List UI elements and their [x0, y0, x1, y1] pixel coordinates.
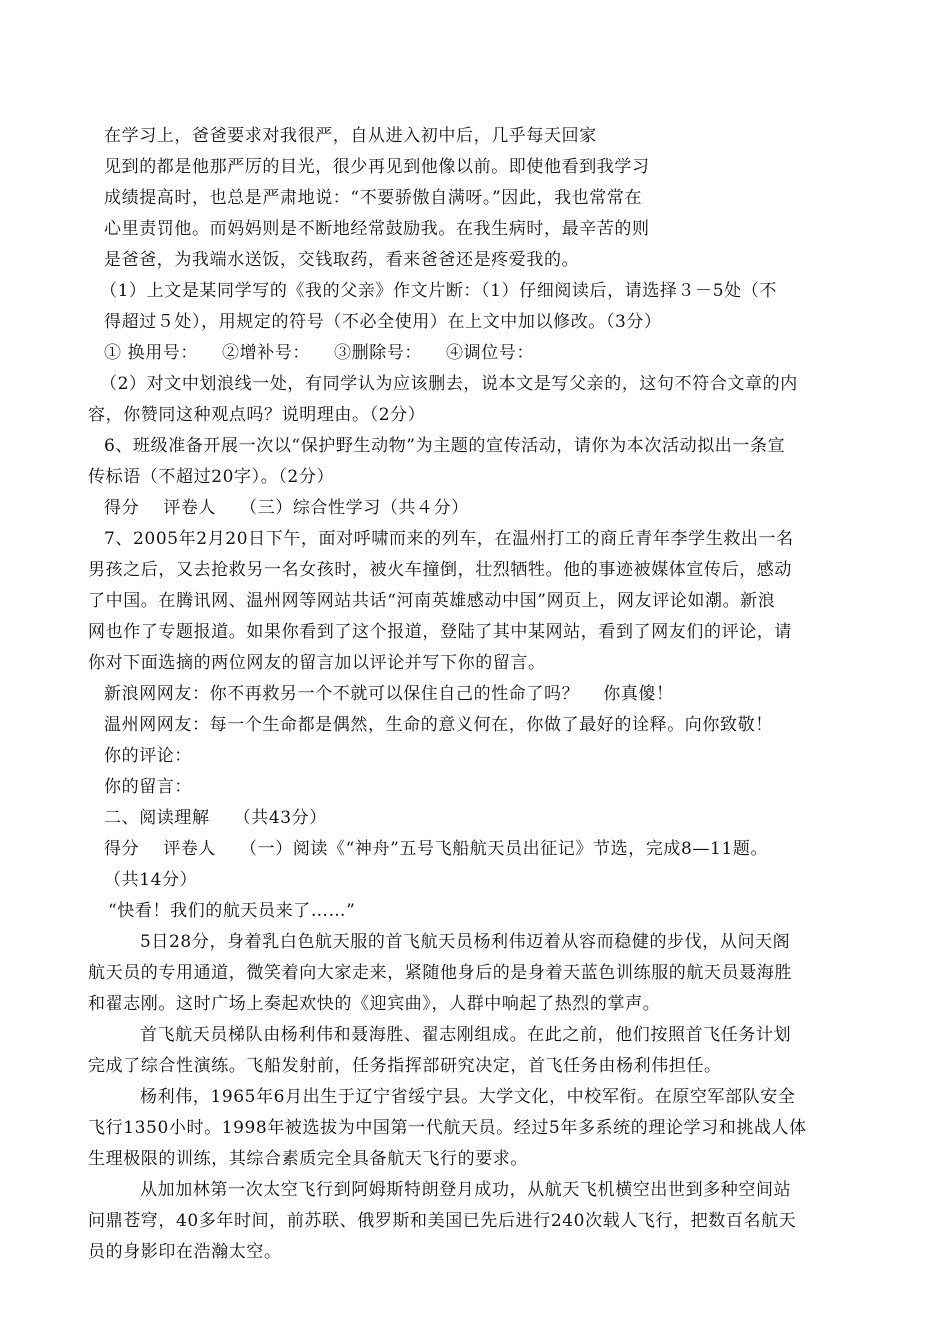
sina-netizen-comment: 新浪网网友：你不再救另一个不就可以保住自己的性命了吗？ 你真傻！	[104, 684, 674, 704]
article-line-9: 从加加林第一次太空飞行到阿姆斯特朗登月成功，从航天飞机横空出世到多种空间站	[140, 1180, 792, 1200]
reading1-points: （共14分）	[104, 870, 198, 890]
article-line-7: 飞行1350小时。1998年被选拔为中国第一代航天员。经过5年多系统的理论学习和挑战人体	[88, 1118, 807, 1138]
q7-line-3: 了中国。在腾讯网、温州网等网站共话“河南英雄感动中国”网页上，网友评论如潮。新浪	[88, 591, 776, 611]
q6-line-1: 6、班级准备开展一次以“保护野生动物”为主题的宣传活动，请你为本次活动拟出一条宣	[104, 436, 786, 456]
wavy-question-line-1: （2）对文中划浪线一处，有同学认为应该删去，说本文是写父亲的，这句不符合文章的内	[100, 374, 798, 394]
reading1-header: 得分 评卷人 （一）阅读《“神舟”五号飞船航天员出征记》节选，完成8—11题。	[104, 839, 769, 859]
wavy-question-line-2: 容，你赞同这种观点吗？说明理由。（2分）	[88, 405, 426, 425]
article-line-6: 杨利伟，1965年6月出生于辽宁省绥宁县。大学文化，中校军衔。在原空军部队安全	[140, 1087, 796, 1107]
revision-question-line-1: （1）上文是某同学写的《我的父亲》作文片断：（1）仔细阅读后，请选择３－5处（不	[100, 281, 777, 301]
article-line-1: 5日28分，身着乳白色航天服的首飞航天员杨利伟迈着从容而稳健的步伐，从问天阁	[140, 932, 791, 952]
q7-line-1: 7、2005年2月20日下午，面对呼啸而来的列车，在温州打工的商丘青年李学生救出一名	[104, 529, 794, 549]
revision-question-line-2: 得超过５处），用规定的符号（不必全使用）在上文中加以修改。（3分）	[104, 312, 662, 332]
your-message-label: 你的留言：	[104, 777, 192, 797]
article-line-3: 和翟志刚。这时广场上奏起欢快的《迎宾曲》，人群中响起了热烈的掌声。	[88, 994, 661, 1014]
article-line-10: 问鼎苍穹，40多年时间，前苏联、俄罗斯和美国已先后进行240次载人飞行，把数百名航天	[88, 1211, 797, 1231]
passage-line-3: 成绩提高时，也总是严肃地说：“不要骄傲自满呀。”因此，我也常常在	[104, 188, 643, 208]
article-opening: “快看！我们的航天员来了……”	[108, 901, 356, 921]
article-line-11: 员的身影印在浩瀚太空。	[88, 1242, 282, 1262]
q7-line-4: 网也作了专题报道。如果你看到了这个报道，登陆了其中某网站，看到了网友们的评论，请	[88, 622, 792, 642]
q6-line-2: 传标语（不超过20字）。（2分）	[88, 467, 335, 487]
part2-header: 二、阅读理解 （共43分）	[104, 808, 327, 828]
article-line-5: 完成了综合性演练。飞船发射前，任务指挥部研究决定，首飞任务由杨利伟担任。	[88, 1056, 722, 1076]
q7-line-2: 男孩之后，又去抢救另一名女孩时，被火车撞倒，壮烈牺牲。他的事迹被媒体宣传后，感动	[88, 560, 792, 580]
your-comment-label: 你的评论：	[104, 746, 192, 766]
article-line-8: 生理极限的训练，其综合素质完全具备航天飞行的要求。	[88, 1149, 528, 1169]
passage-line-4: 心里责罚他。而妈妈则是不断地经常鼓励我。在我生病时，最辛苦的则	[104, 219, 650, 239]
passage-line-5: 是爸爸，为我端水送饭，交钱取药，看来爸爸还是疼爱我的。	[104, 250, 580, 270]
article-line-2: 航天员的专用通道，微笑着向大家走来，紧随他身后的是身着天蓝色训练服的航天员聂海胜	[88, 963, 792, 983]
article-line-4: 首飞航天员梯队由杨利伟和聂海胜、翟志刚组成。在此之前，他们按照首飞任务计划	[140, 1025, 792, 1045]
q7-line-5: 你对下面选摘的两位网友的留言加以评论并写下你的留言。	[88, 653, 546, 673]
wenzhou-netizen-comment: 温州网网友：每一个生命都是偶然，生命的意义何在，你做了最好的诠释。向你致敬！	[104, 715, 773, 735]
revision-symbols: ① 换用号： ②增补号： ③删除号： ④调位号：	[104, 343, 535, 363]
passage-line-2: 见到的都是他那严厉的目光，很少再见到他像以前。即使他看到我学习	[104, 157, 650, 177]
passage-line-1: 在学习上，爸爸要求对我很严，自从进入初中后，几乎每天回家	[104, 126, 597, 146]
section3-header: 得分 评卷人 （三）综合性学习（共４分）	[104, 498, 469, 518]
